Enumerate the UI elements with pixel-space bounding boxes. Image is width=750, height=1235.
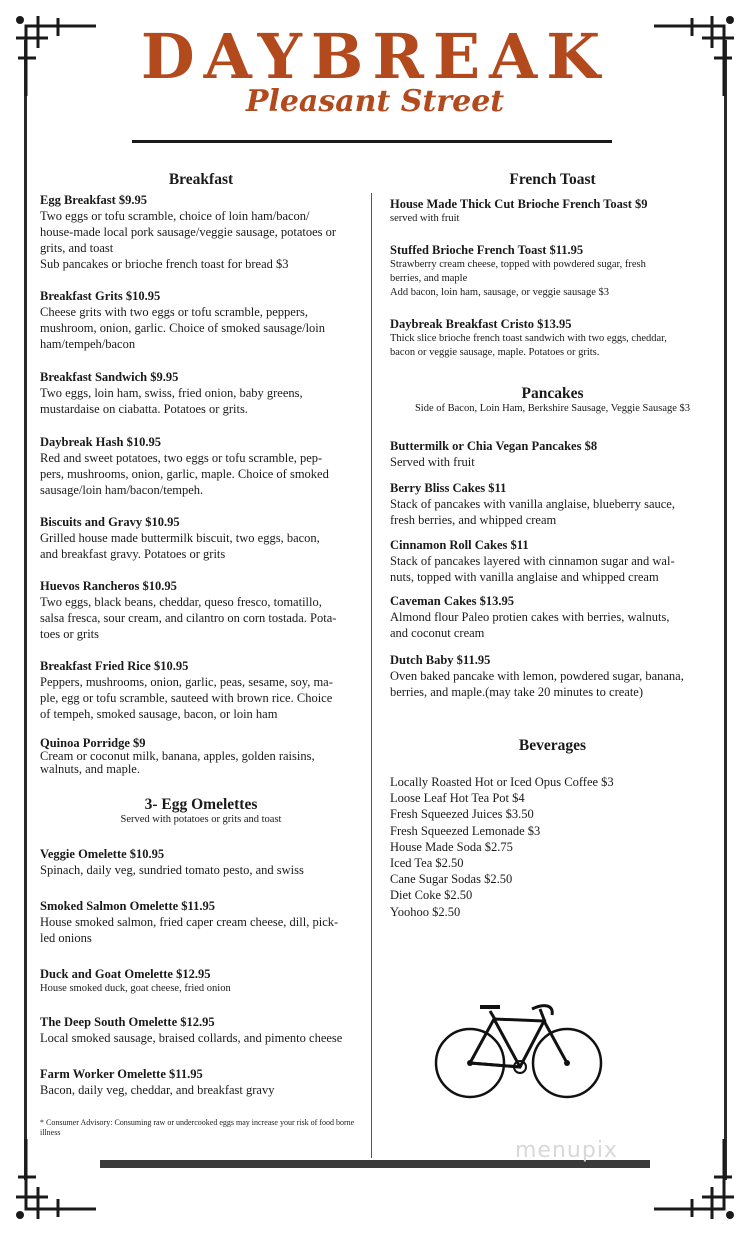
menu-item-desc: House smoked salmon, fried caper cream cheese, dill, pick- — [40, 915, 339, 929]
watermark-text: menupix — [515, 1138, 618, 1163]
menu-item-desc: sausage/loin ham/bacon/tempeh. — [40, 483, 204, 497]
menu-item-desc: served with fruit — [390, 213, 460, 224]
menu-item — [390, 480, 715, 528]
beverage-item: Cane Sugar Sodas $2.50 — [390, 872, 513, 887]
menu-item-desc: fresh berries, and whipped cream — [390, 513, 557, 527]
beverage-list — [390, 774, 715, 920]
menu-item-desc: Two eggs, loin ham, swiss, fried onion, baby greens, — [40, 386, 303, 400]
menu-item-desc: pers, mushrooms, onion, garlic, maple. Choice of smoked — [40, 467, 329, 481]
menu-item — [40, 966, 362, 996]
left-column — [40, 172, 362, 1098]
menu-item-name: Dutch Baby $11.95 — [390, 653, 491, 667]
menu-item-name: Farm Worker Omelette $11.95 — [40, 1067, 203, 1081]
menu-item-desc: salsa fresca, sour cream, and cilantro on corn tostada. Pota- — [40, 611, 337, 625]
menu-item — [40, 1066, 362, 1098]
consumer-advisory: * Consumer Advisory: Consuming raw or undercooked eggs may increase your risk of food borne illness — [40, 1118, 355, 1137]
beverage-item: Fresh Squeezed Lemonade $3 — [390, 823, 541, 838]
menu-item-name: House Made Thick Cut Brioche French Toast $9 — [390, 197, 648, 211]
menu-item-name: Huevos Rancheros $10.95 — [40, 579, 177, 593]
menu-item-name: Egg Breakfast $9.95 — [40, 193, 148, 207]
menu-item — [40, 434, 362, 498]
menu-item-desc: Red and sweet potatoes, two eggs or tofu scramble, pep- — [40, 451, 323, 465]
menu-item — [390, 196, 715, 226]
menu-item-desc: of tempeh, smoked sausage, bacon, or loin ham — [40, 707, 278, 721]
menu-item — [390, 438, 715, 470]
bicycle-icon — [432, 995, 604, 1105]
menu-item-desc: house-made local pork sausage/veggie sausage, potatoes or — [40, 225, 337, 239]
frame-left-border — [24, 40, 27, 1180]
menu-item-desc: Strawberry cream cheese, topped with powdered sugar, fresh — [390, 259, 646, 270]
menu-item — [40, 578, 362, 642]
beverage-item: Yoohoo $2.50 — [390, 904, 461, 919]
menu-item — [40, 369, 362, 417]
menu-item-desc: led onions — [40, 931, 92, 945]
menu-item-desc: Oven baked pancake with lemon, powdered sugar, banana, — [390, 669, 684, 683]
menu-item-desc: Cream or coconut milk, banana, apples, golden raisins, — [40, 749, 315, 763]
restaurant-subtitle: Pleasant Street — [245, 84, 505, 119]
menu-item-desc: Peppers, mushrooms, onion, garlic, peas, sesame, soy, ma- — [40, 675, 333, 689]
column-divider — [371, 193, 372, 1158]
beverage-item: Fresh Squeezed Juices $3.50 — [390, 807, 534, 822]
menu-item-desc: Stack of pancakes layered with cinnamon sugar and wal- — [390, 554, 675, 568]
menu-item-name: Breakfast Fried Rice $10.95 — [40, 659, 189, 673]
menu-item-desc: Stack of pancakes with vanilla anglaise, blueberry sauce, — [390, 497, 675, 511]
section-heading-beverages: Beverages — [518, 737, 587, 754]
menu-item-desc: toes or grits — [40, 627, 100, 641]
section-heading-breakfast: Breakfast — [168, 171, 234, 188]
frame-right-border — [724, 40, 727, 1180]
menu-item-name: Berry Bliss Cakes $11 — [390, 481, 507, 495]
menu-item — [390, 593, 715, 641]
menu-item-name: Duck and Goat Omelette $12.95 — [40, 967, 211, 981]
menu-item-name: Daybreak Breakfast Cristo $13.95 — [390, 317, 572, 331]
menu-item — [40, 192, 362, 272]
menu-item-desc: Local smoked sausage, braised collards, and pimento cheese — [40, 1031, 343, 1045]
menu-item-desc: Almond flour Paleo protien cakes with berries, walnuts, — [390, 610, 670, 624]
menu-item-desc: grits, and toast — [40, 241, 114, 255]
menu-item — [40, 514, 362, 562]
menu-item — [40, 898, 362, 946]
menu-item — [40, 288, 362, 352]
section-note-omelettes: Served with potatoes or grits and toast — [120, 814, 282, 825]
menu-item-desc: Two eggs or tofu scramble, choice of loin ham/bacon/ — [40, 209, 310, 223]
section-heading-french-toast: French Toast — [509, 171, 596, 188]
menu-item — [390, 316, 715, 360]
menu-item-desc: and coconut cream — [390, 626, 485, 640]
beverage-item: Iced Tea $2.50 — [390, 856, 464, 871]
menu-item — [40, 658, 362, 722]
menu-item-name: Quinoa Porridge $9 — [40, 736, 146, 750]
menu-item-name: Biscuits and Gravy $10.95 — [40, 515, 180, 529]
section-heading-omelettes: 3- Egg Omelettes — [144, 796, 258, 813]
menu-item-desc: berries, and maple — [390, 273, 468, 284]
menu-item — [390, 652, 715, 700]
beverage-item: Loose Leaf Hot Tea Pot $4 — [390, 791, 525, 806]
menu-item-desc: Sub pancakes or brioche french toast for bread $3 — [40, 257, 289, 271]
menu-item-desc: Served with fruit — [390, 455, 475, 469]
corner-ornament-icon — [652, 1137, 742, 1227]
menu-item-desc: mushroom, onion, garlic. Choice of smoked sausage/loin — [40, 321, 326, 335]
section-heading-pancakes: Pancakes — [521, 385, 584, 402]
right-column — [390, 172, 715, 920]
menu-item-desc: berries, and maple.(may take 20 minutes to create) — [390, 685, 644, 699]
menu-item — [40, 1014, 362, 1046]
menu-item — [390, 242, 715, 300]
section-note-pancakes: Side of Bacon, Loin Ham, Berkshire Sausage, Veggie Sausage $3 — [414, 403, 691, 414]
menu-item-desc: Add bacon, loin ham, sausage, or veggie sausage $3 — [390, 287, 609, 298]
menu-item-desc: ple, egg or tofu scramble, sauteed with brown rice. Choice — [40, 691, 333, 705]
restaurant-title: DAYBREAK — [140, 20, 610, 93]
menu-item — [40, 846, 362, 878]
menu-item-desc: Thick slice brioche french toast sandwich with two eggs, cheddar, — [390, 333, 667, 344]
menu-item-name: Veggie Omelette $10.95 — [40, 847, 165, 861]
menu-item-desc: Two eggs, black beans, cheddar, queso fresco, tomatillo, — [40, 595, 322, 609]
menu-item-name: Breakfast Grits $10.95 — [40, 289, 161, 303]
menu-item-name: Stuffed Brioche French Toast $11.95 — [390, 243, 584, 257]
menu-item-desc: Grilled house made buttermilk biscuit, two eggs, bacon, — [40, 531, 320, 545]
menu-item — [390, 537, 715, 585]
menu-item — [40, 737, 362, 776]
menu-item-desc: Spinach, daily veg, sundried tomato pesto, and swiss — [40, 863, 304, 877]
menu-item-desc: nuts, topped with vanilla anglaise and whipped cream — [390, 570, 659, 584]
beverage-item: Locally Roasted Hot or Iced Opus Coffee $3 — [390, 775, 614, 789]
menu-item-desc: bacon or veggie sausage, maple. Potatoes or grits. — [390, 347, 600, 358]
menu-item-desc: and breakfast gravy. Potatoes or grits — [40, 547, 226, 561]
menu-item-name: Daybreak Hash $10.95 — [40, 435, 161, 449]
menu-item-desc: ham/tempeh/bacon — [40, 337, 136, 351]
menu-item-name: The Deep South Omelette $12.95 — [40, 1015, 215, 1029]
menu-item-desc: mustardaise on ciabatta. Potatoes or grits. — [40, 402, 248, 416]
beverage-item: Diet Coke $2.50 — [390, 888, 473, 903]
corner-ornament-icon — [8, 1137, 98, 1227]
menu-item-name: Caveman Cakes $13.95 — [390, 594, 514, 608]
menu-item-name: Smoked Salmon Omelette $11.95 — [40, 899, 215, 913]
title-divider — [132, 140, 612, 143]
menu-item-desc: Cheese grits with two eggs or tofu scramble, peppers, — [40, 305, 308, 319]
menu-item-desc: Bacon, daily veg, cheddar, and breakfast gravy — [40, 1083, 275, 1097]
menu-item-desc: House smoked duck, goat cheese, fried onion — [40, 983, 231, 994]
menu-item-name: Breakfast Sandwich $9.95 — [40, 370, 179, 384]
beverage-item: House Made Soda $2.75 — [390, 839, 513, 854]
menu-item-desc: walnuts, and maple. — [40, 762, 140, 776]
menu-item-name: Buttermilk or Chia Vegan Pancakes $8 — [390, 439, 598, 453]
menu-item-name: Cinnamon Roll Cakes $11 — [390, 538, 529, 552]
